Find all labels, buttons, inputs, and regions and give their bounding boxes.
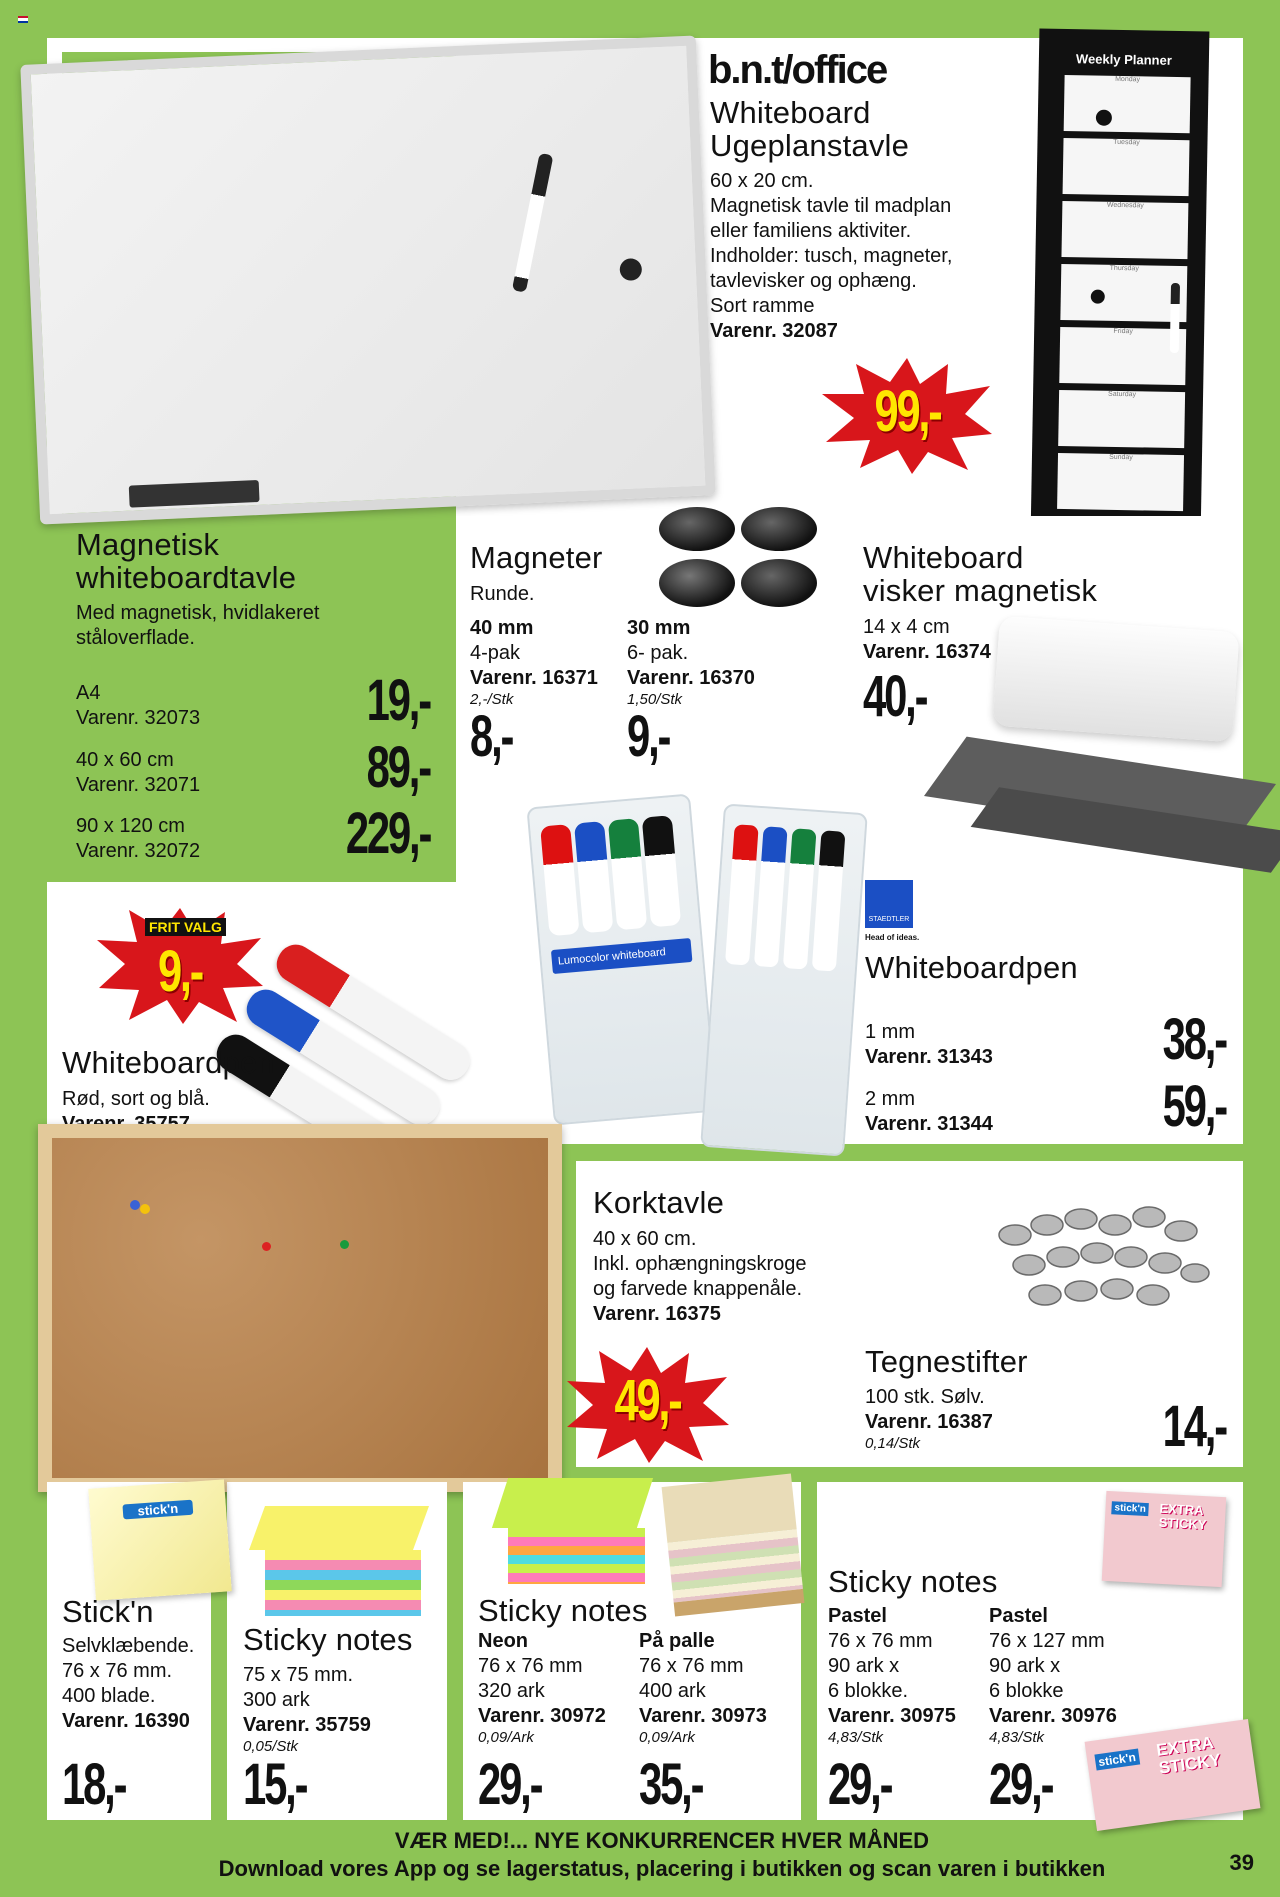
marker-icon — [574, 821, 613, 933]
page-number: 39 — [1229, 1850, 1254, 1875]
variant-row: 90 x 120 cm Varenr. 32072 — [76, 815, 201, 862]
eraser-icon — [992, 616, 1239, 742]
marker-icon — [642, 815, 681, 927]
price: 29,- — [478, 1752, 542, 1817]
planner-day: Saturday — [1058, 390, 1185, 448]
magnet-variant: 30 mm 6- pak. Varenr. 16370 1,50/Stk 9,- — [627, 617, 755, 769]
magnet-variant: 40 mm 4-pak Varenr. 16371 2,-/Stk 8,- — [470, 617, 598, 769]
brand-logo: b.n.t/office — [708, 48, 887, 92]
marker-icon — [540, 824, 579, 936]
price: 29,- — [828, 1752, 892, 1817]
marker-icon — [1170, 283, 1180, 353]
planner-day: Sunday — [1057, 453, 1184, 511]
pin-icon — [140, 1204, 150, 1214]
eraser-image — [920, 610, 1260, 880]
tegnestifter-desc: 100 stk. Sølv. Varenr. 16387 0,14/Stk — [865, 1386, 993, 1452]
price: 40,- — [863, 664, 927, 729]
magnet-icon — [659, 507, 735, 551]
sticky-cube-image — [257, 1506, 421, 1616]
pin-icon — [262, 1242, 271, 1251]
planner-day: Tuesday — [1063, 138, 1190, 196]
whiteboardpen-title: Whiteboardpen — [62, 1045, 275, 1080]
price: 18,- — [62, 1752, 126, 1817]
pack-logo: stick'n — [1111, 1501, 1149, 1516]
visker-desc: 14 x 4 cm Varenr. 16374 — [863, 616, 991, 663]
corkboard-image — [38, 1124, 562, 1492]
variant-row: A4 Varenr. 32073 — [76, 682, 201, 729]
stickn-pad-image — [88, 1479, 231, 1600]
price: 35,- — [639, 1752, 703, 1817]
planner-day: Wednesday — [1061, 201, 1188, 259]
korktavle-title: Korktavle — [593, 1185, 725, 1220]
staedtler-pack-image — [700, 803, 868, 1156]
sn2-variant: På palle 76 x 76 mm 400 ark Varenr. 30973 0,09/Ark — [639, 1630, 767, 1746]
planner-header: Weekly Planner — [1075, 51, 1172, 68]
magneter-title: Magneter — [470, 540, 603, 575]
staedtler-title: Whiteboardpen — [865, 950, 1078, 985]
sn2-variant: Neon 76 x 76 mm 320 ark Varenr. 30972 0,09/Ark — [478, 1630, 606, 1746]
extra-sticky-pack-image — [1102, 1491, 1227, 1587]
whiteboard-pens-image — [260, 900, 560, 1130]
whiteboard-image — [20, 35, 715, 524]
sn1-desc: 75 x 75 mm. 300 ark Varenr. 35759 0,05/Stk — [243, 1664, 371, 1755]
sn1-title: Sticky notes — [243, 1622, 413, 1657]
price-burst-49: 49,- — [565, 1345, 730, 1465]
sticky-neon-image — [500, 1478, 645, 1588]
variant-row: 1 mm Varenr. 31343 — [865, 1021, 993, 1068]
pack-text: EXTRA STICKY — [1155, 1733, 1222, 1778]
price: 59,- — [1162, 1074, 1226, 1139]
planner-day: Friday — [1059, 327, 1186, 385]
price: 89,- — [366, 735, 430, 800]
sn3-title: Sticky notes — [828, 1564, 998, 1599]
flag-icon — [18, 16, 28, 23]
sn3-variant: Pastel 76 x 76 mm 90 ark x 6 blokke. Varenr. 30975 4,83/Stk — [828, 1605, 956, 1746]
marker-icon — [783, 828, 817, 969]
thumbtack-icon — [985, 1195, 1215, 1325]
stickn-desc: Selvklæbende. 76 x 76 mm. 400 blade. Varenr. 16390 — [62, 1635, 195, 1732]
pack-text: EXTRA STICKY — [1158, 1500, 1207, 1533]
pin-icon — [340, 1240, 349, 1249]
marker-icon — [812, 830, 846, 971]
staedtler-tagline: Head of ideas. — [865, 933, 920, 942]
magnet-icon — [659, 559, 735, 607]
price: 9,- — [627, 704, 670, 769]
price-burst-9: FRIT VALG 9,- — [95, 902, 265, 1027]
whiteboardpen-desc: Rød, sort og blå. — [62, 1088, 210, 1110]
pack-label: Lumocolor whiteboard — [551, 938, 693, 974]
price: 229,- — [345, 801, 430, 866]
korktavle-desc: 40 x 60 cm. Inkl. ophængningskroge og farvede knappenåle. Varenr. 16375 — [593, 1228, 807, 1325]
magneter-subtitle: Runde. — [470, 583, 535, 605]
price: 38,- — [1162, 1007, 1226, 1072]
visker-title: Whiteboard visker magnetisk — [863, 540, 1098, 608]
price: 14,- — [1162, 1394, 1226, 1459]
pack-logo: stick'n — [1094, 1749, 1139, 1771]
frit-valg-badge: FRIT VALG — [145, 918, 226, 936]
variant-row: 2 mm Varenr. 31344 — [865, 1088, 993, 1135]
price: 19,- — [366, 668, 430, 733]
stickn-title: Stick'n — [62, 1594, 154, 1629]
price: 15,- — [243, 1752, 307, 1817]
staedtler-pack-image — [526, 793, 717, 1125]
tegnestifter-title: Tegnestifter — [865, 1344, 1028, 1379]
sticky-pallet-image — [662, 1474, 805, 1617]
variant-row: 40 x 60 cm Varenr. 32071 — [76, 749, 201, 796]
magnet-icon — [741, 559, 817, 607]
stickn-logo: stick'n — [122, 1500, 193, 1520]
footer-line-1: VÆR MED!... NYE KONKURRENCER HVER MÅNED — [394, 1828, 930, 1853]
magnets-image — [655, 505, 820, 610]
footer-line-2: Download vores App og se lagerstatus, placering i butikken og scan varen i butikken — [218, 1856, 1106, 1881]
staedtler-logo: STAEDTLER — [865, 880, 913, 928]
price-burst-99: 99,- — [820, 356, 995, 476]
sn3-variant: Pastel 76 x 127 mm 90 ark x 6 blokke Varenr. 30976 4,83/Stk — [989, 1605, 1117, 1746]
ugeplan-desc: 60 x 20 cm. Magnetisk tavle til madplan eller familiens aktiviter. Indholder: tusch, magneter, tavlevisker og ophæng. Sort ramme Varenr. 32087 — [710, 170, 953, 342]
planner-day: Thursday — [1060, 264, 1187, 322]
thumbtacks-image — [985, 1195, 1215, 1325]
marker-icon — [608, 818, 647, 930]
pin-icon — [130, 1200, 140, 1210]
magnet-icon — [741, 507, 817, 551]
price: 8,- — [470, 704, 513, 769]
whiteboardtavle-desc: Med magnetisk, hvidlakeret ståloverflade. — [76, 602, 320, 649]
sn2-title: Sticky notes — [478, 1593, 648, 1628]
ugeplan-title: Whiteboard Ugeplanstavle — [710, 95, 910, 163]
planner-day: Monday — [1064, 75, 1191, 133]
whiteboardtavle-title: Magnetisk whiteboardtavle — [76, 527, 297, 595]
marker-icon — [725, 824, 759, 965]
marker-icon — [754, 826, 788, 967]
weekly-planner — [1031, 29, 1210, 540]
price: 29,- — [989, 1752, 1053, 1817]
